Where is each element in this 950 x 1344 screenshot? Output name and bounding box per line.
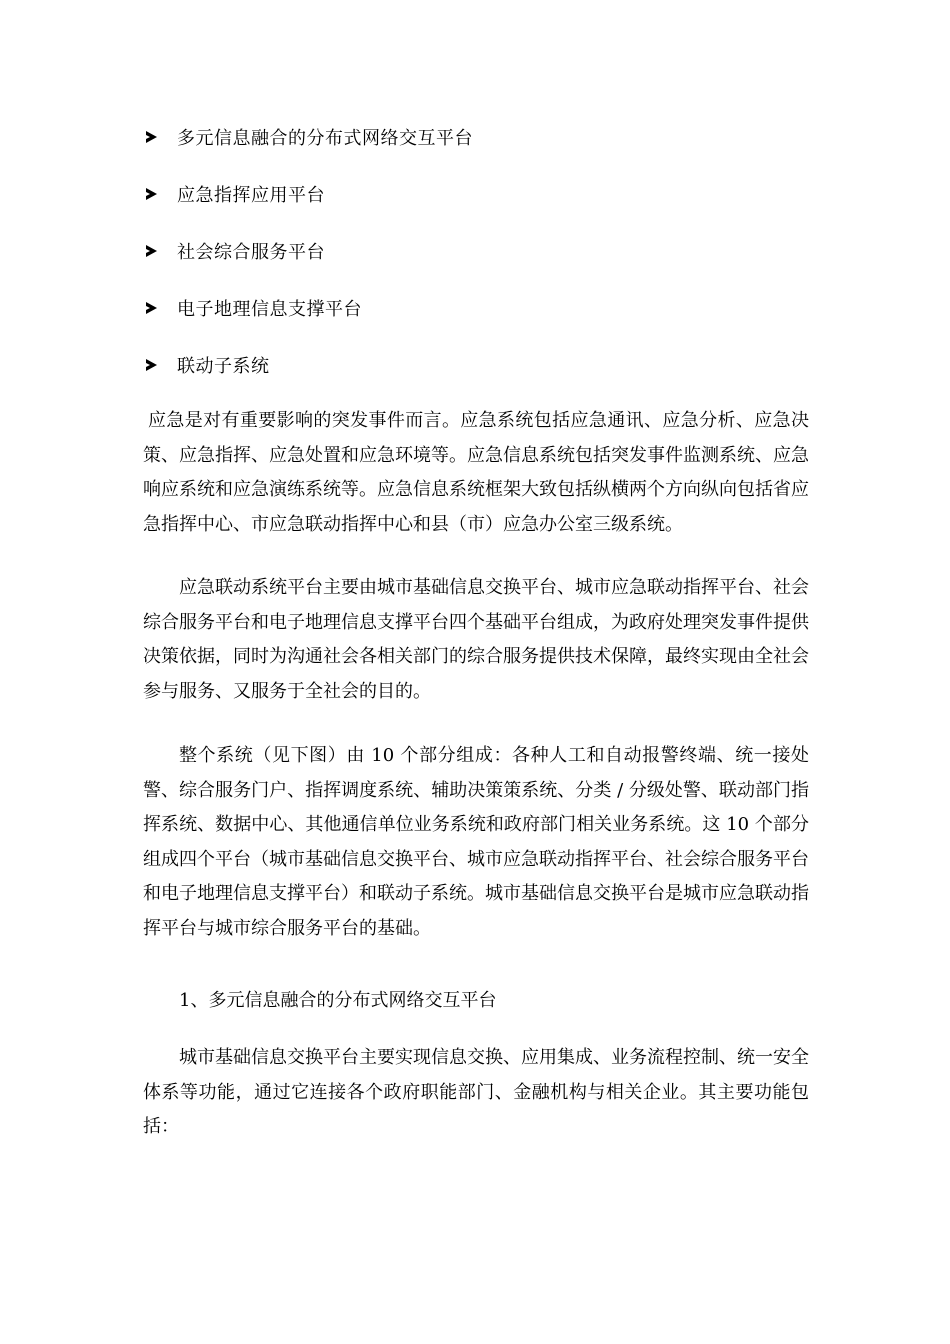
paragraph-platform-composition: 应急联动系统平台主要由城市基础信息交换平台、城市应急联动指挥平台、社会综合服务平台和电子地理信息支撑平台四个基础平台组成，为政府处理突发事件提供决策依据，同时为沟通社会各相关部门的综合服务提供技术保障，最终实现由全社会参与服务、又服务于全社会的目的。 <box>143 577 809 702</box>
paragraph-emergency-definition: 应急是对有重要影响的突发事件而言。应急系统包括应急通讯、应急分析、应急决策、应急指挥、应急处置和应急环境等。应急信息系统包括突发事件监测系统、应急响应系统和应急演练系统等。应急信息系统框架大致包括纵横两个方向纵向包括省应急指挥中心、市应急联动指挥中心和县（市）应急办公室三级系统。 <box>143 410 809 535</box>
bullet-label: 应急指挥应用平台 <box>177 185 325 206</box>
list-item <box>143 291 823 325</box>
arrow-bullet-icon <box>146 188 157 200</box>
bullet-label: 多元信息融合的分布式网络交互平台 <box>177 128 473 149</box>
arrow-bullet-icon <box>146 245 157 257</box>
list-item <box>143 177 823 211</box>
section-heading: 1、多元信息融合的分布式网络交互平台 <box>179 990 497 1011</box>
paragraph-exchange-platform: 城市基础信息交换平台主要实现信息交换、应用集成、业务流程控制、统一安全体系等功能，通过它连接各个政府职能部门、金融机构与相关企业。其主要功能包括： <box>143 1047 809 1137</box>
platform-bullet-list <box>143 120 823 405</box>
bullet-label: 联动子系统 <box>177 356 270 377</box>
list-item <box>143 120 823 154</box>
bullet-label: 社会综合服务平台 <box>177 242 325 263</box>
arrow-bullet-icon <box>146 359 157 371</box>
list-item <box>143 234 823 268</box>
arrow-bullet-icon <box>146 131 157 143</box>
paragraph-system-parts: 整个系统（见下图）由 10 个部分组成：各种人工和自动报警终端、统一接处警、综合服务门户、指挥调度系统、辅助决策策系统、分类 / 分级处警、联动部门指挥系统、数据中心、其他通信单位业务系统和政府部门相关业务系统。这 10 个部分组成四个平台（城市基础信息交换平台、城市应急联动指挥平台、社会综合服务平台和电子地理信息支撑平台）和联动子系统。城市基础信息交换平台是城市应急联动指挥平台与城市综合服务平台的基础。 <box>143 745 809 939</box>
arrow-bullet-icon <box>146 302 157 314</box>
bullet-label: 电子地理信息支撑平台 <box>177 299 362 320</box>
list-item <box>143 348 823 382</box>
